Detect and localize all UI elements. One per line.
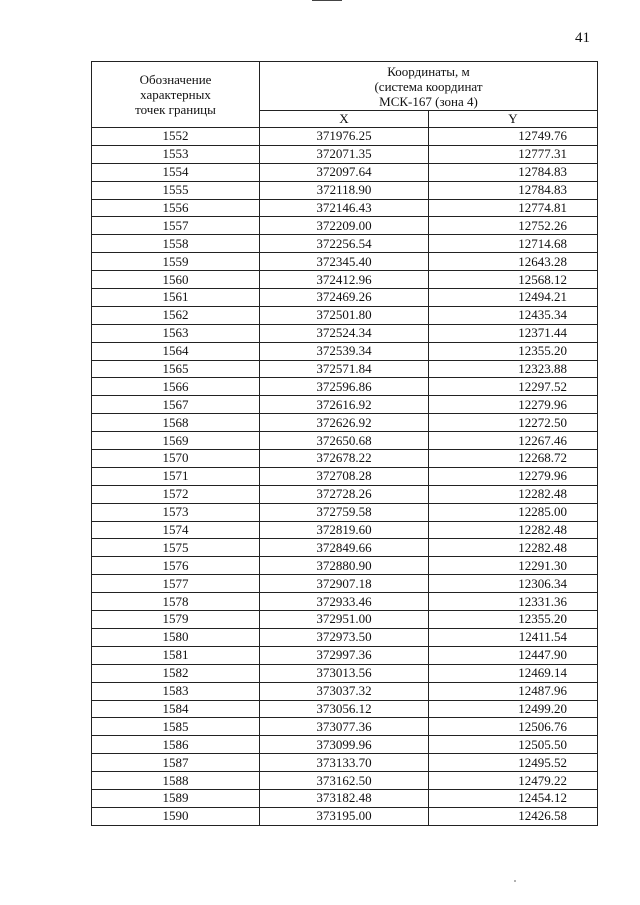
table-row [92,324,598,342]
table-row [92,450,598,468]
y-value-cell: 12323.88 [429,360,598,378]
point-id-cell: 1579 [92,611,260,629]
y-value-cell: 12355.20 [429,611,598,629]
point-id-cell: 1571 [92,467,260,485]
point-designation-header-line2: характерных [140,87,211,102]
y-value-cell: 12499.20 [429,700,598,718]
table-row [92,306,598,324]
point-id-cell: 1581 [92,646,260,664]
point-id-cell: 1572 [92,485,260,503]
table-row [92,718,598,736]
point-id-cell: 1552 [92,128,260,146]
y-value-cell: 12282.48 [429,485,598,503]
coordinates-header-line1: Координаты, м [387,63,470,79]
table-row [92,503,598,521]
y-value-cell: 12272.50 [429,414,598,432]
x-value-cell: 372728.26 [260,485,429,503]
coordinates-header [260,62,598,111]
x-value-cell: 372951.00 [260,611,429,629]
y-column-header: Y [429,111,598,128]
y-value-cell: 12506.76 [429,718,598,736]
point-id-cell: 1588 [92,772,260,790]
table-row [92,682,598,700]
point-id-cell: 1578 [92,593,260,611]
coordinates-header-line3: МСК-167 (зона 4) [379,93,478,109]
y-value-cell: 12643.28 [429,253,598,271]
x-value-cell: 372973.50 [260,628,429,646]
x-value-cell: 373099.96 [260,736,429,754]
table-row [92,736,598,754]
x-value-cell: 372819.60 [260,521,429,539]
y-value-cell: 12487.96 [429,682,598,700]
table-row [92,360,598,378]
top-edge-mark [312,0,342,1]
point-id-cell: 1577 [92,575,260,593]
x-value-cell: 372678.22 [260,450,429,468]
x-value-cell: 373162.50 [260,772,429,790]
x-value-cell: 372118.90 [260,181,429,199]
y-value-cell: 12505.50 [429,736,598,754]
x-value-cell: 372880.90 [260,557,429,575]
x-value-cell: 372146.43 [260,199,429,217]
table-row [92,754,598,772]
point-id-cell: 1565 [92,360,260,378]
x-value-cell: 372616.92 [260,396,429,414]
point-id-cell: 1566 [92,378,260,396]
table-row [92,217,598,235]
y-value-cell: 12447.90 [429,646,598,664]
y-value-cell: 12469.14 [429,664,598,682]
table-row [92,235,598,253]
x-value-cell: 372626.92 [260,414,429,432]
table-row [92,575,598,593]
x-value-cell: 372571.84 [260,360,429,378]
y-value-cell: 12479.22 [429,772,598,790]
y-value-cell: 12777.31 [429,145,598,163]
table-row [92,128,598,146]
table-row [92,646,598,664]
table-row [92,789,598,807]
point-designation-header-line1: Обозначение [139,72,212,87]
point-id-cell: 1555 [92,181,260,199]
point-id-cell: 1563 [92,324,260,342]
x-value-cell: 372596.86 [260,378,429,396]
table-row [92,485,598,503]
table-row [92,628,598,646]
point-id-cell: 1556 [92,199,260,217]
table-row [92,700,598,718]
table-row [92,772,598,790]
point-id-cell: 1586 [92,736,260,754]
table-row [92,432,598,450]
x-value-cell: 372469.26 [260,289,429,307]
point-id-cell: 1576 [92,557,260,575]
table-row [92,145,598,163]
table-row [92,289,598,307]
point-id-cell: 1584 [92,700,260,718]
point-id-cell: 1564 [92,342,260,360]
x-value-cell: 373182.48 [260,789,429,807]
y-value-cell: 12784.83 [429,181,598,199]
x-value-cell: 372933.46 [260,593,429,611]
x-value-cell: 372759.58 [260,503,429,521]
point-id-cell: 1560 [92,271,260,289]
table-row [92,414,598,432]
y-value-cell: 12355.20 [429,342,598,360]
x-value-cell: 372849.66 [260,539,429,557]
y-value-cell: 12495.52 [429,754,598,772]
y-value-cell: 12784.83 [429,163,598,181]
point-designation-header [92,62,260,128]
y-value-cell: 12454.12 [429,789,598,807]
table-row [92,521,598,539]
y-value-cell: 12568.12 [429,271,598,289]
table-row [92,378,598,396]
y-value-cell: 12282.48 [429,539,598,557]
table-row [92,539,598,557]
table-row [92,557,598,575]
point-id-cell: 1573 [92,503,260,521]
point-id-cell: 1582 [92,664,260,682]
y-value-cell: 12306.34 [429,575,598,593]
x-value-cell: 372097.64 [260,163,429,181]
y-value-cell: 12331.36 [429,593,598,611]
point-id-cell: 1589 [92,789,260,807]
table-row [92,611,598,629]
x-value-cell: 372071.35 [260,145,429,163]
x-value-cell: 373077.36 [260,718,429,736]
y-value-cell: 12774.81 [429,199,598,217]
y-value-cell: 12714.68 [429,235,598,253]
x-value-cell: 372345.40 [260,253,429,271]
y-value-cell: 12279.96 [429,396,598,414]
x-value-cell: 372650.68 [260,432,429,450]
point-id-cell: 1590 [92,807,260,825]
point-id-cell: 1574 [92,521,260,539]
point-id-cell: 1575 [92,539,260,557]
x-value-cell: 373013.56 [260,664,429,682]
x-value-cell: 372501.80 [260,306,429,324]
point-id-cell: 1553 [92,145,260,163]
point-id-cell: 1554 [92,163,260,181]
page-number: 41 [575,30,590,46]
point-id-cell: 1559 [92,253,260,271]
x-value-cell: 372708.28 [260,467,429,485]
point-id-cell: 1587 [92,754,260,772]
table-row [92,467,598,485]
y-value-cell: 12282.48 [429,521,598,539]
point-id-cell: 1558 [92,235,260,253]
table-row [92,253,598,271]
table-row [92,593,598,611]
x-value-cell: 373195.00 [260,807,429,825]
x-value-cell: 372256.54 [260,235,429,253]
x-value-cell: 373037.32 [260,682,429,700]
x-column-header: X [260,111,429,128]
x-value-cell: 372524.34 [260,324,429,342]
table-row [92,342,598,360]
x-value-cell: 373056.12 [260,700,429,718]
point-id-cell: 1561 [92,289,260,307]
y-value-cell: 12494.21 [429,289,598,307]
point-id-cell: 1585 [92,718,260,736]
point-id-cell: 1583 [92,682,260,700]
table-row [92,199,598,217]
y-value-cell: 12371.44 [429,324,598,342]
y-value-cell: 12268.72 [429,450,598,468]
table-row [92,807,598,825]
y-value-cell: 12749.76 [429,128,598,146]
x-value-cell: 372907.18 [260,575,429,593]
x-value-cell: 372997.36 [260,646,429,664]
table-body [92,128,598,826]
table-row [92,271,598,289]
y-value-cell: 12285.00 [429,503,598,521]
point-id-cell: 1580 [92,628,260,646]
table-row [92,163,598,181]
coordinates-table [91,61,598,826]
point-id-cell: 1569 [92,432,260,450]
point-id-cell: 1570 [92,450,260,468]
y-value-cell: 12411.54 [429,628,598,646]
coordinates-header-line2: (система координат [374,78,483,94]
y-value-cell: 12267.46 [429,432,598,450]
y-value-cell: 12279.96 [429,467,598,485]
table-header-row [92,62,598,111]
table-row [92,396,598,414]
point-id-cell: 1562 [92,306,260,324]
point-id-cell: 1568 [92,414,260,432]
x-value-cell: 372412.96 [260,271,429,289]
table-row [92,664,598,682]
x-value-cell: 371976.25 [260,128,429,146]
point-id-cell: 1557 [92,217,260,235]
point-id-cell: 1567 [92,396,260,414]
table-row [92,181,598,199]
x-value-cell: 372539.34 [260,342,429,360]
point-designation-header-line3: точек границы [135,102,216,117]
scan-speck [514,880,516,882]
x-value-cell: 372209.00 [260,217,429,235]
y-value-cell: 12297.52 [429,378,598,396]
y-value-cell: 12426.58 [429,807,598,825]
x-value-cell: 373133.70 [260,754,429,772]
y-value-cell: 12435.34 [429,306,598,324]
y-value-cell: 12291.30 [429,557,598,575]
y-value-cell: 12752.26 [429,217,598,235]
